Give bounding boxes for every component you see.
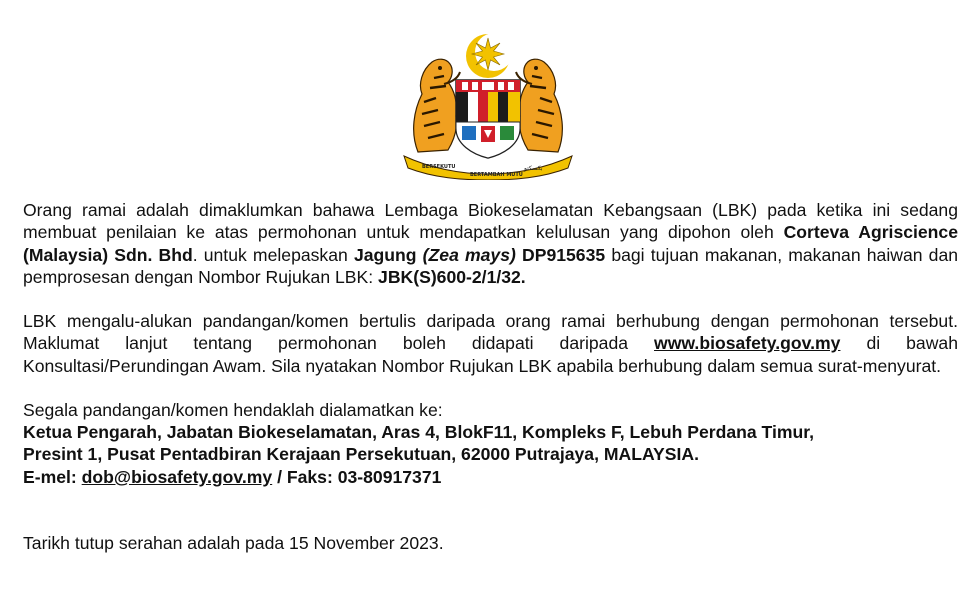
notice-paragraph-address	[23, 399, 958, 488]
notice-paragraph-comments	[23, 310, 958, 377]
left-tiger-icon	[414, 59, 460, 152]
notice-paragraph-application	[23, 199, 958, 288]
event-code: DP915635	[522, 244, 606, 265]
ribbon-center-text: BERTAMBAH MUTU	[470, 172, 523, 178]
malaysia-coat-of-arms-logo	[400, 32, 576, 180]
lbk-reference-number: JBK(S)600-2/1/32.	[378, 266, 526, 287]
p1-text-2: . untuk melepaskan	[192, 244, 354, 265]
applicant-company: Corteva Agriscience (Malaysia) Sdn. Bhd	[23, 222, 958, 265]
p1-text-3: bagi tujuan makanan, makanan haiwan dan pemprosesan dengan Nombor Rujukan LBK:	[23, 244, 959, 287]
crescent-star-icon	[466, 33, 513, 78]
shield-icon	[456, 80, 520, 158]
address-line-1: Ketua Pengarah, Jabatan Biokeselamatan, Aras 4, BlokF11, Kompleks F, Lebuh Perdana Timur,	[23, 422, 815, 443]
email-label: E-mel:	[23, 466, 82, 487]
address-intro: Segala pandangan/komen hendaklah dialamatkan ke:	[23, 399, 443, 420]
right-tiger-icon	[516, 59, 562, 152]
public-notice	[23, 199, 958, 554]
ribbon-right-text: بكسكتو	[524, 165, 543, 172]
p1-text-1: Orang ramai adalah dimaklumkan bahawa Lembaga Biokeselamatan Kebangsaan (LBK) pada ketika ini sedang membuat penilaian ke atas permohonan untuk mendapatkan kelulusan yang dipohon oleh	[23, 200, 958, 243]
crop-name: Jagung	[353, 244, 417, 265]
address-line-2: Presint 1, Pusat Pentadbiran Kerajaan Persekutuan, 62000 Putrajaya, MALAYSIA.	[23, 444, 700, 465]
p2-text-1: LBK mengalu-alukan pandangan/komen bertulis daripada orang ramai berhubung dengan permohonan tersebut. Maklumat lanjut tentang permohonan boleh didapati daripada	[23, 311, 958, 354]
p2-text-2: di bawah Konsultasi/Perundingan Awam. Sila nyatakan Nombor Rujukan LBK apabila berhubung dalam semua surat-menyurat.	[23, 333, 958, 376]
fax-text: / Faks: 03-80917371	[272, 466, 442, 487]
crop-species: (Zea mays)	[422, 244, 516, 265]
email-link[interactable]: dob@biosafety.gov.my	[81, 466, 273, 487]
ribbon-left-text: BERSEKUTU	[422, 164, 456, 170]
motto-ribbon	[404, 156, 572, 180]
website-link[interactable]: www.biosafety.gov.my	[654, 333, 841, 354]
contact-line	[23, 466, 958, 488]
closing-date: Tarikh tutup serahan adalah pada 15 November 2023.	[23, 533, 444, 554]
